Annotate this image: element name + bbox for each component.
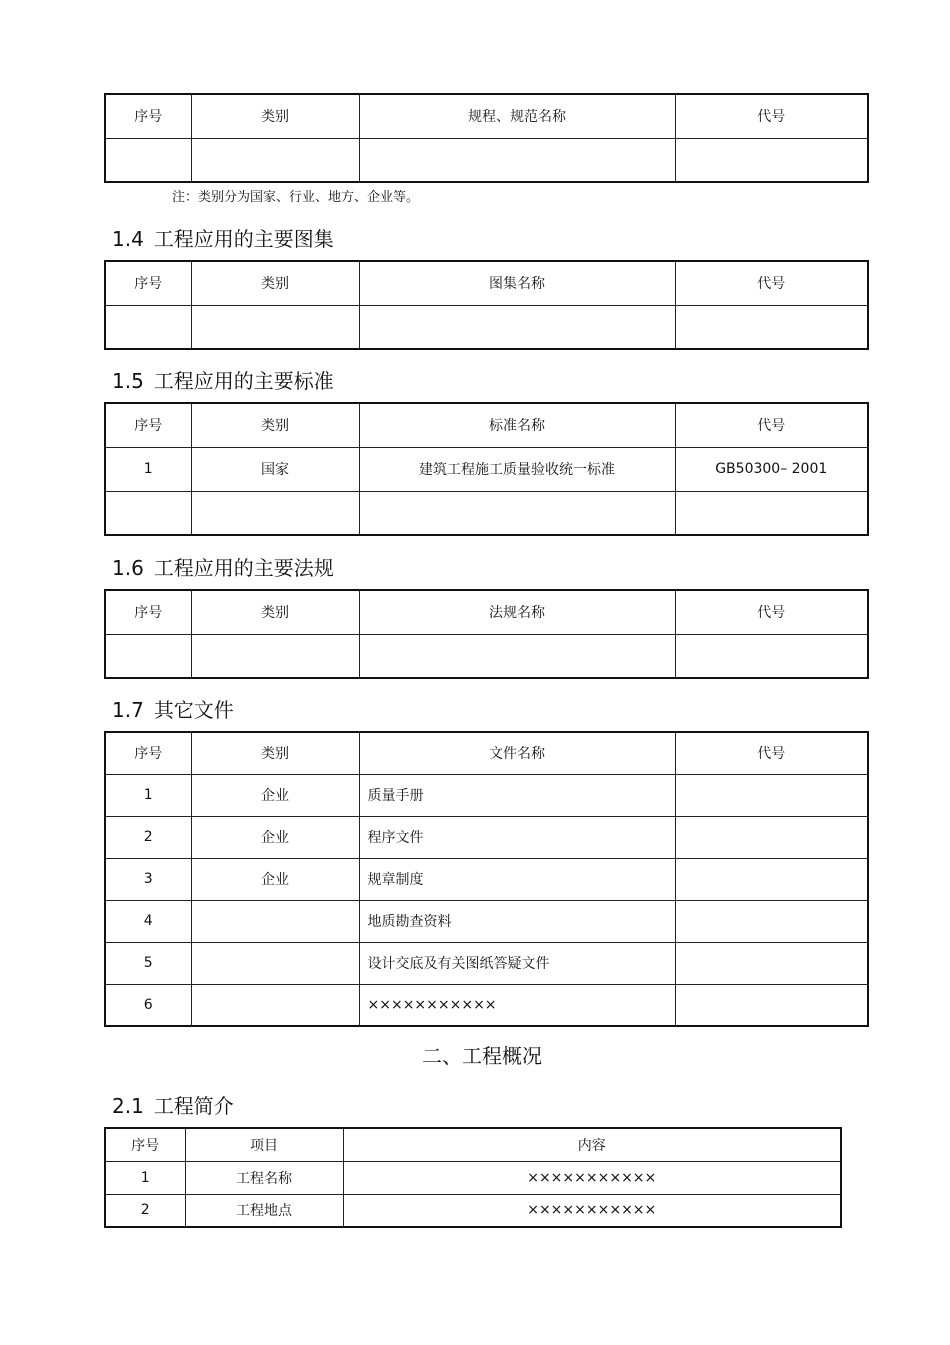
cell [105, 634, 191, 678]
header-cell: 序号 [105, 403, 191, 447]
standards-table [104, 402, 869, 536]
header-cell: 类别 [191, 732, 359, 774]
table-row [105, 1194, 841, 1227]
table-row [105, 138, 868, 182]
regulations-table [104, 93, 869, 183]
cell [191, 138, 359, 182]
cell [359, 305, 675, 349]
cell: ××××××××××× [343, 1161, 841, 1194]
cell [675, 984, 868, 1026]
header-cell: 类别 [191, 94, 359, 138]
project-intro-table-block [104, 1127, 842, 1228]
table-header-row [105, 403, 868, 447]
cell [675, 774, 868, 816]
header-cell: 代号 [675, 590, 868, 634]
cell [191, 900, 359, 942]
header-cell: 类别 [191, 590, 359, 634]
cell: 工程地点 [185, 1194, 343, 1227]
section-number: 1.7 [112, 698, 144, 722]
section-title: 其它文件 [153, 698, 234, 722]
table-row [105, 774, 868, 816]
table-row [105, 816, 868, 858]
cell [675, 942, 868, 984]
cell: 3 [105, 858, 191, 900]
header-cell: 法规名称 [359, 590, 675, 634]
cell [675, 138, 868, 182]
table-header-row [105, 261, 868, 305]
cell [105, 491, 191, 535]
cell: 企业 [191, 774, 359, 816]
table-header-row [105, 732, 868, 774]
cell: 5 [105, 942, 191, 984]
table-header-row [105, 1128, 841, 1161]
cell: ××××××××××× [359, 984, 675, 1026]
cell: 企业 [191, 816, 359, 858]
cell: 1 [105, 447, 191, 491]
cell [191, 305, 359, 349]
cell: 1 [105, 774, 191, 816]
header-cell: 类别 [191, 403, 359, 447]
section-heading-1-7 [112, 694, 234, 723]
section-number: 1.6 [112, 556, 144, 580]
section-heading-1-5 [112, 365, 334, 394]
header-cell: 序号 [105, 94, 191, 138]
header-cell: 标准名称 [359, 403, 675, 447]
cell [105, 138, 191, 182]
cell [191, 942, 359, 984]
cell: 企业 [191, 858, 359, 900]
table-row [105, 900, 868, 942]
header-cell: 代号 [675, 94, 868, 138]
header-cell: 序号 [105, 732, 191, 774]
cell: 程序文件 [359, 816, 675, 858]
cell: 2 [105, 1194, 185, 1227]
regulations-table-block [104, 93, 869, 183]
header-cell: 代号 [675, 403, 868, 447]
table-row [105, 942, 868, 984]
chapter-title: 二、工程概况 [422, 1044, 542, 1068]
section-number: 1.4 [112, 227, 144, 251]
other-docs-table [104, 731, 869, 1027]
cell: GB50300– 2001 [675, 447, 868, 491]
table-header-row [105, 590, 868, 634]
header-cell: 代号 [675, 261, 868, 305]
cell [359, 491, 675, 535]
table-row [105, 447, 868, 491]
table-row [105, 1161, 841, 1194]
section-heading-2-1 [112, 1090, 234, 1119]
header-cell: 序号 [105, 1128, 185, 1161]
header-cell: 代号 [675, 732, 868, 774]
section-number: 2.1 [112, 1094, 144, 1118]
section-number: 1.5 [112, 369, 144, 393]
table-row [105, 305, 868, 349]
cell: 规章制度 [359, 858, 675, 900]
standards-table-block [104, 402, 869, 536]
table-row [105, 858, 868, 900]
cell [105, 305, 191, 349]
cell: 质量手册 [359, 774, 675, 816]
project-intro-table [104, 1127, 842, 1228]
cell: 设计交底及有关图纸答疑文件 [359, 942, 675, 984]
table-row [105, 491, 868, 535]
category-note: 注：类别分为国家、行业、地方、企业等。 [172, 190, 420, 205]
header-cell: 规程、规范名称 [359, 94, 675, 138]
table-header-row [105, 94, 868, 138]
section-title: 工程应用的主要法规 [153, 556, 334, 580]
cell [191, 634, 359, 678]
cell: 2 [105, 816, 191, 858]
cell: 4 [105, 900, 191, 942]
cell [675, 858, 868, 900]
cell: 1 [105, 1161, 185, 1194]
section-heading-1-6 [112, 552, 334, 581]
header-cell: 内容 [343, 1128, 841, 1161]
header-cell: 文件名称 [359, 732, 675, 774]
atlas-table [104, 260, 869, 350]
cell: ××××××××××× [343, 1194, 841, 1227]
header-cell: 类别 [191, 261, 359, 305]
laws-table [104, 589, 869, 679]
table-row [105, 984, 868, 1026]
cell [675, 816, 868, 858]
header-cell: 序号 [105, 261, 191, 305]
section-title: 工程简介 [153, 1094, 234, 1118]
section-title: 工程应用的主要标准 [153, 369, 334, 393]
cell [191, 984, 359, 1026]
header-cell: 项目 [185, 1128, 343, 1161]
header-cell: 图集名称 [359, 261, 675, 305]
cell: 工程名称 [185, 1161, 343, 1194]
header-cell: 序号 [105, 590, 191, 634]
cell: 6 [105, 984, 191, 1026]
cell [191, 491, 359, 535]
cell [675, 900, 868, 942]
cell: 建筑工程施工质量验收统一标准 [359, 447, 675, 491]
cell [675, 634, 868, 678]
other-docs-table-block [104, 731, 869, 1027]
cell [675, 305, 868, 349]
laws-table-block [104, 589, 869, 679]
section-heading-1-4 [112, 223, 334, 252]
section-title: 工程应用的主要图集 [153, 227, 334, 251]
table-row [105, 634, 868, 678]
cell [359, 634, 675, 678]
cell: 国家 [191, 447, 359, 491]
cell: 地质勘查资料 [359, 900, 675, 942]
cell [675, 491, 868, 535]
cell [359, 138, 675, 182]
atlas-table-block [104, 260, 869, 350]
